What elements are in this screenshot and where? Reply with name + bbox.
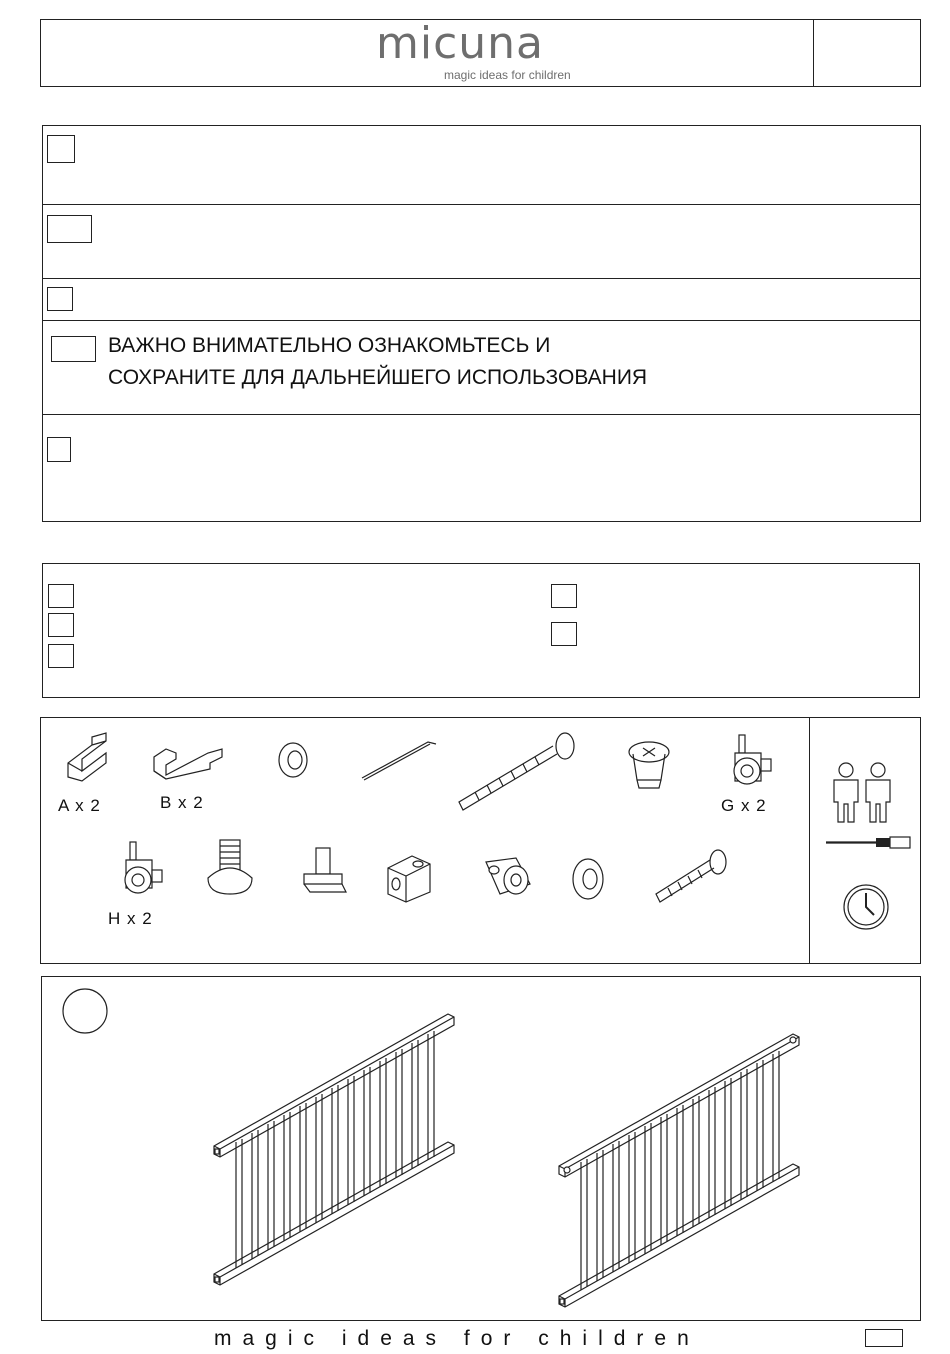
- logo-wordmark: micuna: [376, 18, 545, 69]
- footer-tagline: magic ideas for children: [214, 1327, 700, 1350]
- clock-icon: [842, 883, 890, 931]
- section-divider: [42, 278, 921, 279]
- t-nut-icon: [298, 846, 348, 896]
- barrel-nut-icon: [480, 854, 536, 900]
- language-flag-box: [47, 437, 71, 462]
- language-flag-box: [47, 215, 92, 243]
- crib-rail-panel-left: [212, 1012, 457, 1292]
- checkbox: [551, 584, 577, 608]
- page-number-box: [865, 1329, 903, 1347]
- step-number-circle: [61, 987, 109, 1035]
- allen-key-icon: [360, 736, 440, 782]
- section-divider: [42, 204, 921, 205]
- caster-wheel-g-icon: [725, 733, 777, 791]
- short-bolt-icon: [652, 848, 732, 906]
- section-divider: [42, 414, 921, 415]
- washer-icon: [275, 740, 311, 780]
- parts-divider: [809, 717, 810, 964]
- bracket-a-icon: [62, 733, 112, 783]
- bracket-b-icon: [152, 745, 224, 785]
- cap-screw-icon: [627, 740, 671, 790]
- crib-rail-panel-right: [557, 1032, 802, 1314]
- checklist-frame: [42, 563, 920, 698]
- checkbox: [551, 622, 577, 646]
- screwdriver-icon: [824, 834, 912, 850]
- warning-line-1: ВАЖНО ВНИМАТЕЛЬНО ОЗНАКОМЬТЕСЬ И: [108, 334, 551, 357]
- checkbox: [48, 613, 74, 637]
- two-persons-icon: [828, 762, 898, 824]
- logo-tagline: magic ideas for children: [444, 68, 571, 82]
- caster-wheel-h-icon: [118, 840, 170, 898]
- mushroom-screw-icon: [206, 838, 254, 898]
- language-flag-box: [47, 287, 73, 311]
- warning-line-2: СОХРАНИТЕ ДЛЯ ДАЛЬНЕЙШЕГО ИСПОЛЬЗОВАНИЯ: [108, 366, 648, 389]
- language-flag-box: [51, 336, 96, 362]
- part-label-b: B x 2: [160, 793, 204, 812]
- section-divider: [42, 320, 921, 321]
- checkbox: [48, 584, 74, 608]
- part-label-a: A x 2: [58, 796, 101, 815]
- washer-icon: [568, 856, 608, 902]
- part-label-g: G x 2: [721, 796, 767, 815]
- language-sections-frame: [42, 125, 921, 522]
- header-divider: [813, 19, 814, 87]
- long-bolt-icon: [455, 732, 580, 812]
- checkbox: [48, 644, 74, 668]
- connector-block-icon: [384, 852, 434, 904]
- part-label-h: H x 2: [108, 909, 153, 928]
- language-flag-box: [47, 135, 75, 163]
